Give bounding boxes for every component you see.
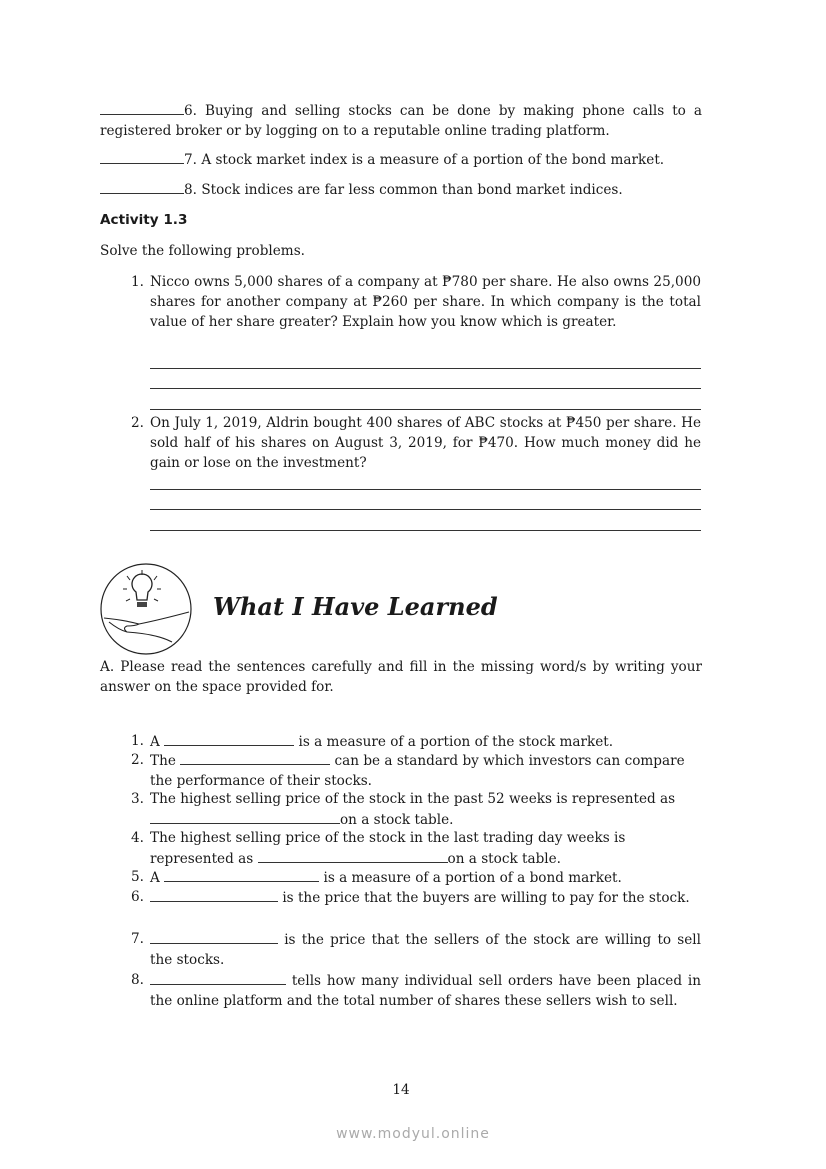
answer-blank[interactable] <box>258 848 448 863</box>
answer-blank[interactable] <box>180 750 330 765</box>
problem-2: 2. On July 1, 2019, Aldrin bought 400 shares of ABC stocks at ₱450 per share. He sold half of his shares on August 3, 2019, for ₱470. How much money did he gain or lose on the investment? <box>131 415 701 471</box>
answer-blank[interactable] <box>100 149 184 164</box>
answer-line[interactable] <box>150 530 701 531</box>
page-number: 14 <box>392 1082 410 1098</box>
answer-blank[interactable] <box>100 179 184 194</box>
answer-blank[interactable] <box>150 970 286 985</box>
tf-item-8: 8. Stock indices are far less common than bond market indices. <box>100 179 702 200</box>
fill-item-1: 1. A is a measure of a portion of the stock market. <box>131 733 614 750</box>
answer-line[interactable] <box>150 368 701 369</box>
answer-line[interactable] <box>150 489 701 490</box>
answer-blank[interactable] <box>150 887 278 902</box>
fill-item-4: 4. The highest selling price of the stock in the last trading day weeks is represented as on a stock table. <box>131 830 626 867</box>
fill-item-3: 3. The highest selling price of the stock in the past 52 weeks is represented as on a stock table. <box>131 791 676 828</box>
part-a-instruction: A. Please read the sentences carefully and fill in the missing word/s by writing your answer on the space provided for. <box>100 659 702 695</box>
lightbulb-hand-icon <box>99 562 193 656</box>
fill-item-2: 2. The can be a standard by which investors can compare the performance of their stocks. <box>131 752 685 789</box>
section-title: What I Have Learned <box>213 592 498 621</box>
answer-blank[interactable] <box>164 731 294 746</box>
watermark: www.modyul.online <box>336 1126 490 1142</box>
tf-item-6: 6. Buying and selling stocks can be done by making phone calls to a registered broker or by logging on to a reputable online trading platform. <box>100 100 702 141</box>
answer-blank[interactable] <box>100 100 184 115</box>
fill-item-8: 8. tells how many individual sell orders have been placed in the online platform and the total number of shares these sellers wish to sell. <box>131 972 701 1009</box>
problem-1: 1. Nicco owns 5,000 shares of a company at ₱780 per share. He also owns 25,000 shares for another company at ₱260 per share. In which company is the total value of her share greater? Explain how you know which is greater. <box>131 274 701 330</box>
answer-blank[interactable] <box>150 929 278 944</box>
answer-line[interactable] <box>150 409 701 410</box>
answer-blank[interactable] <box>150 809 340 824</box>
tf-item-7: 7. A stock market index is a measure of a portion of the bond market. <box>100 149 702 170</box>
activity-heading: Activity 1.3 <box>100 212 188 228</box>
answer-line[interactable] <box>150 509 701 510</box>
activity-instruction: Solve the following problems. <box>100 243 305 259</box>
fill-item-7: 7. is the price that the sellers of the stock are willing to sell the stocks. <box>131 931 702 968</box>
fill-item-5: 5. A is a measure of a portion of a bond market. <box>131 869 622 886</box>
answer-blank[interactable] <box>164 867 319 882</box>
answer-line[interactable] <box>150 388 701 389</box>
fill-item-6: 6. is the price that the buyers are willing to pay for the stock. <box>131 889 690 906</box>
